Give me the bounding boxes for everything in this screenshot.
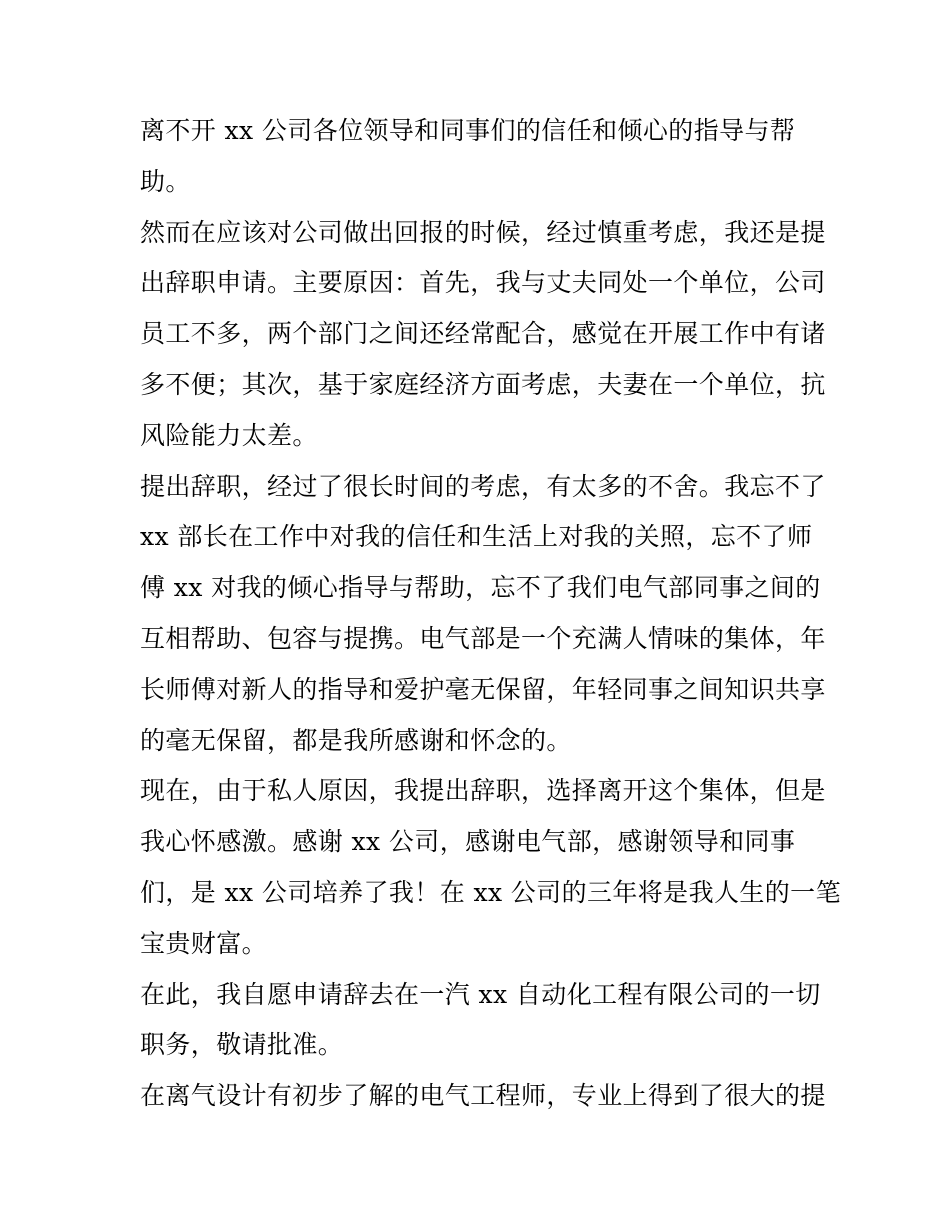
- text-line-11: 互相帮助、包容与提携。电气部是一个充满人情味的集体，年: [140, 623, 826, 653]
- text-line-2: 助。: [140, 166, 191, 196]
- text-line-12: 长师傅对新人的指导和爱护毫无保留，年轻同事之间知识共享: [140, 674, 826, 704]
- text-line-17: 宝贵财富。: [140, 928, 268, 958]
- text-line-16: 们，是 xx 公司培养了我！在 xx 公司的三年将是我人生的一笔: [140, 877, 841, 907]
- text-line-8: 提出辞职，经过了很长时间的考虑，有太多的不舍。我忘不了: [140, 471, 826, 501]
- text-line-18: 在此，我自愿申请辞去在一汽 xx 自动化工程有限公司的一切: [140, 979, 821, 1009]
- text-line-13: 的毫无保留，都是我所感谢和怀念的。: [140, 725, 572, 755]
- text-line-15: 我心怀感激。感谢 xx 公司，感谢电气部，感谢领导和同事: [140, 827, 796, 857]
- text-line-4: 出辞职申请。主要原因：首先，我与丈夫同处一个单位，公司: [140, 268, 826, 298]
- text-line-3: 然而在应该对公司做出回报的时候，经过慎重考虑，我还是提: [140, 217, 826, 247]
- document-body: [140, 106, 841, 1122]
- text-line-19: 职务，敬请批准。: [140, 1030, 344, 1060]
- text-line-9: xx 部长在工作中对我的信任和生活上对我的关照，忘不了师: [140, 522, 813, 552]
- text-line-6: 多不便；其次，基于家庭经济方面考虑，夫妻在一个单位，抗: [140, 369, 826, 399]
- text-line-20: 在离气设计有初步了解的电气工程师，专业上得到了很大的提: [140, 1081, 826, 1111]
- text-line-5: 员工不多，两个部门之间还经常配合，感觉在开展工作中有诸: [140, 319, 826, 349]
- text-line-10: 傅 xx 对我的倾心指导与帮助，忘不了我们电气部同事之间的: [140, 573, 821, 603]
- text-line-1: 离不开 xx 公司各位领导和同事们的信任和倾心的指导与帮: [140, 116, 796, 145]
- text-line-7: 风险能力太差。: [140, 420, 318, 450]
- text-line-14: 现在，由于私人原因，我提出辞职，选择离开这个集体，但是: [140, 776, 826, 806]
